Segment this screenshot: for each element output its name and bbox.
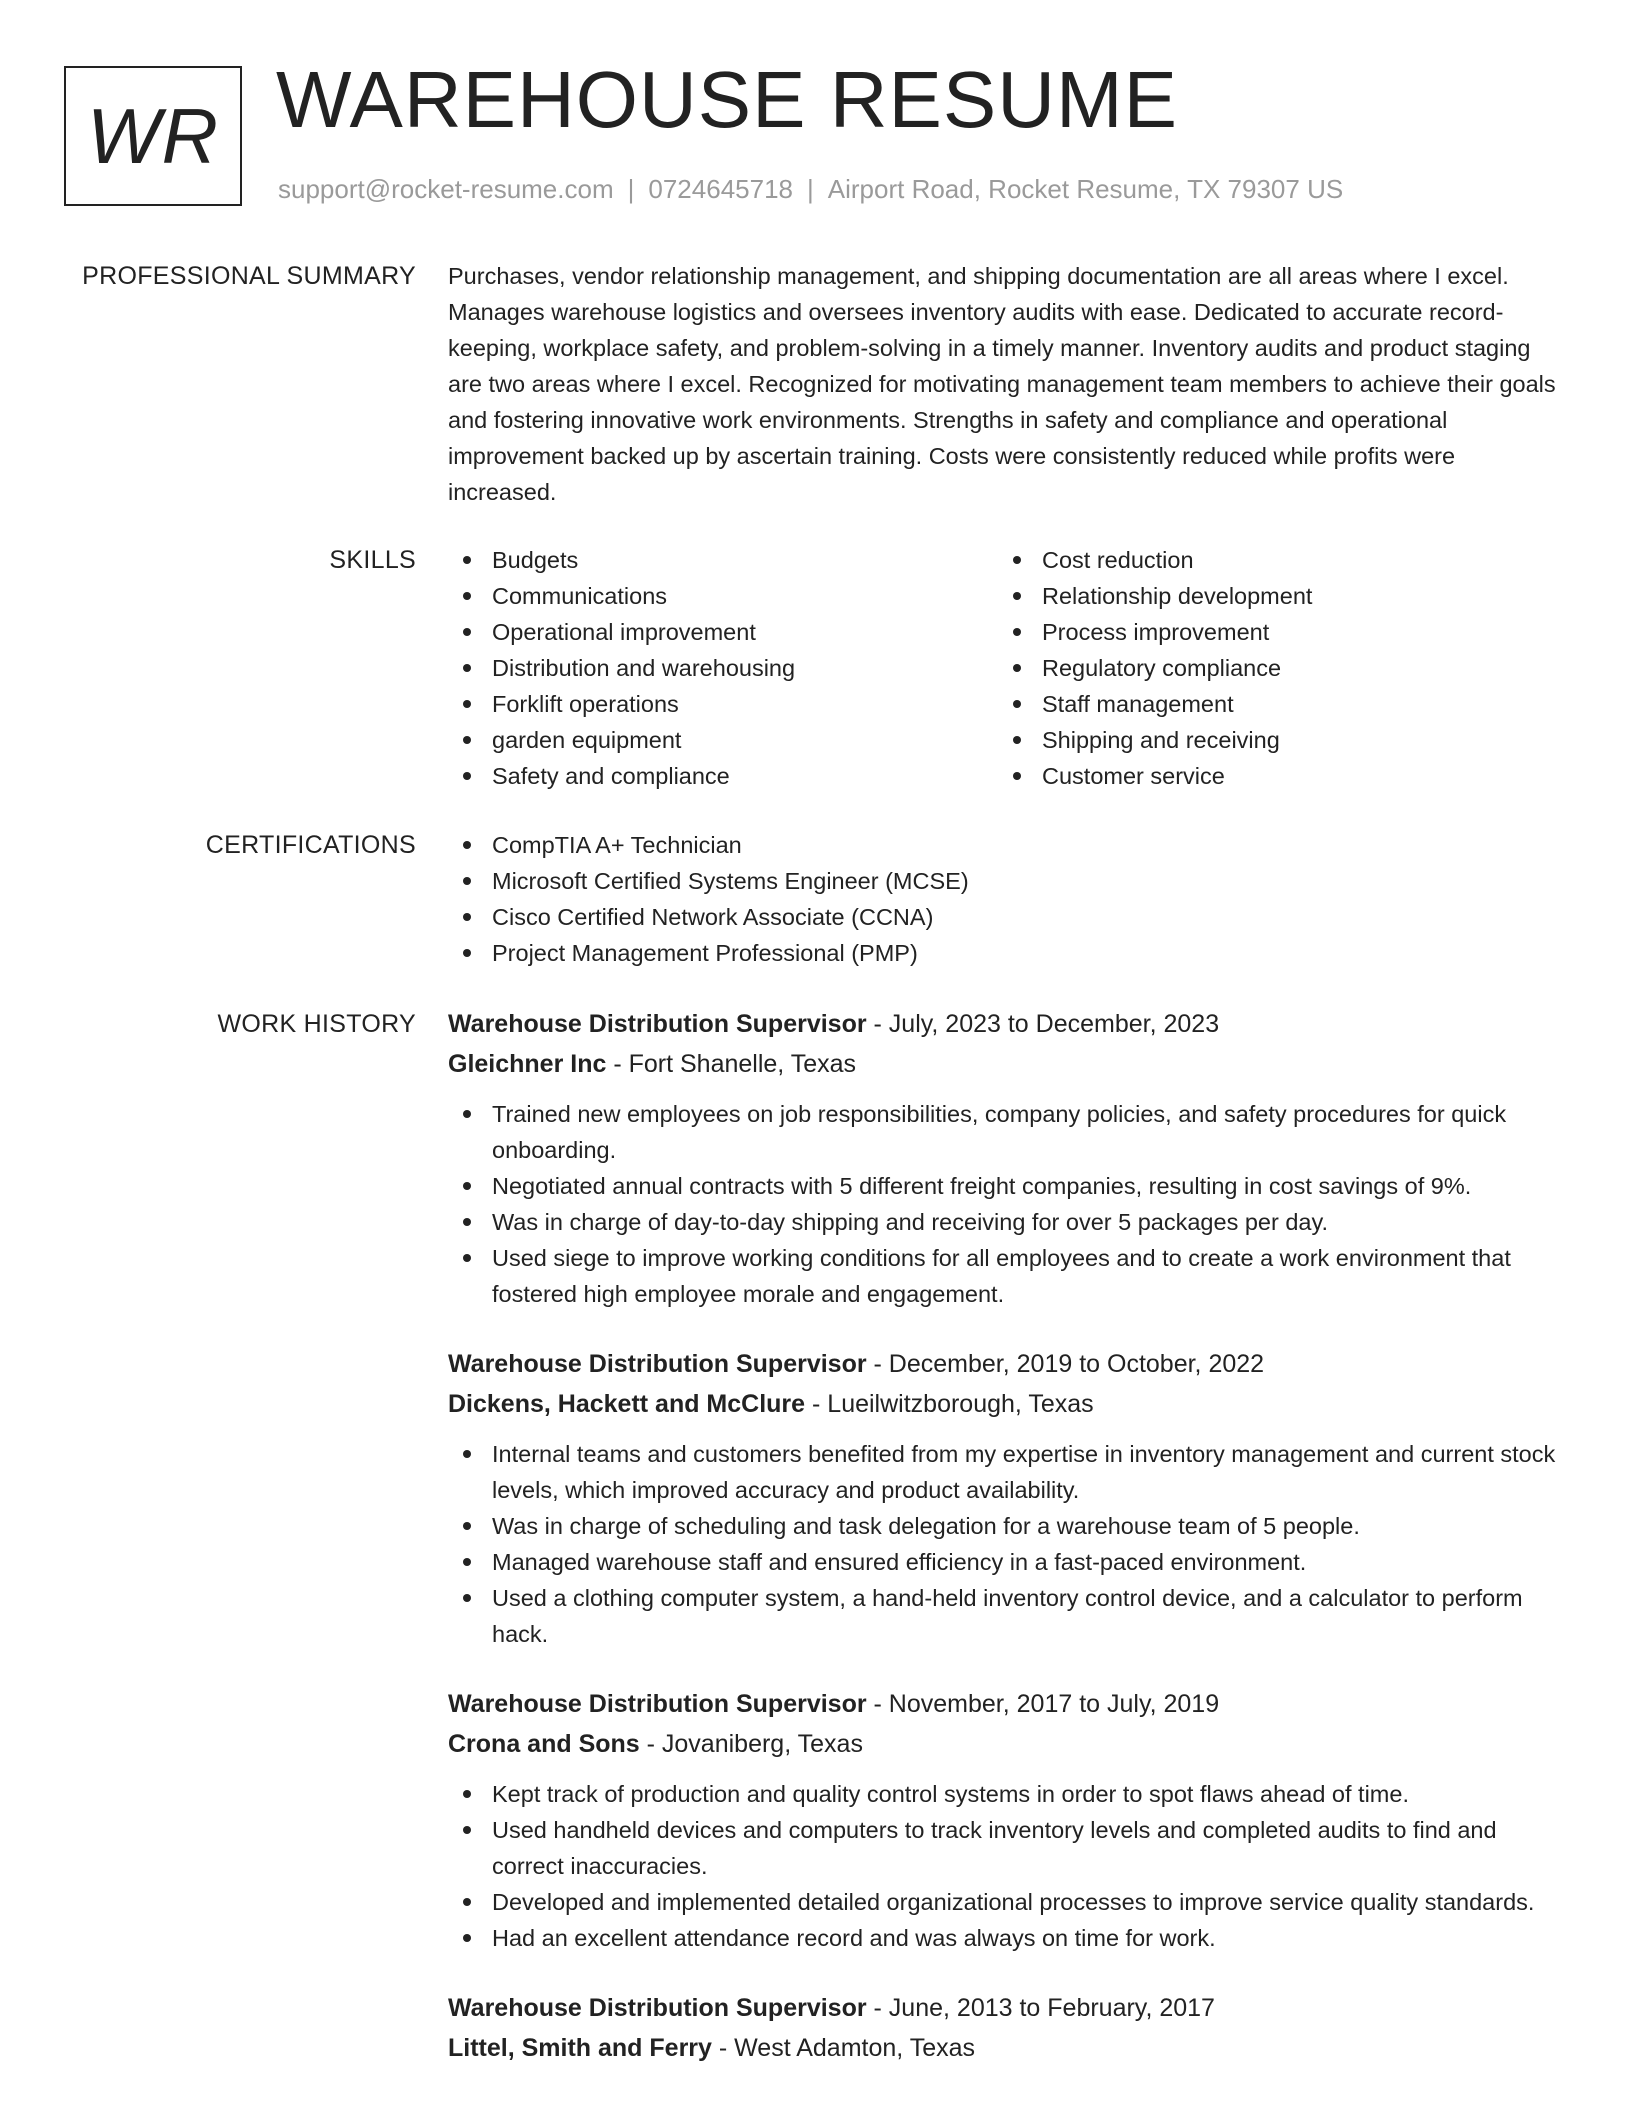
job-location: - West Adamton, Texas — [711, 2034, 976, 2062]
job-bullets — [448, 1776, 1564, 1956]
summary-text: Purchases, vendor relationship management, and shipping documentation are all areas where I excel. Manages warehouse logistics and oversees inventory audits with ease. Dedicated to accurate record-keeping, workplace safety, and problem-solving in a timely manner. Inventory audits and product staging are two areas where I excel. Recognized for motivating management team members to achieve their goals and fostering innovative work environments. Strengths in safety and compliance and operational improvement backed up by ascertain training. Costs were consistently reduced while profits were increased. — [448, 263, 1556, 505]
contact-separator: | — [807, 174, 814, 204]
job-company: Littel, Smith and Ferry — [448, 2034, 712, 2062]
job-bullets — [448, 1096, 1564, 1312]
job-entry — [448, 1684, 1564, 1956]
summary-label: PROFESSIONAL SUMMARY — [82, 262, 416, 290]
skill-item: Customer service — [998, 758, 1548, 794]
work-history-body — [448, 1004, 1564, 2100]
skill-item: Operational improvement — [448, 614, 998, 650]
contact-email: support@rocket-resume.com — [278, 174, 614, 204]
job-title-line — [448, 1004, 1564, 1044]
job-bullet: Kept track of production and quality control systems in order to spot flaws ahead of time. — [448, 1776, 1564, 1812]
job-bullet: Developed and implemented detailed organizational processes to improve service quality standards. — [448, 1884, 1564, 1920]
contact-line — [278, 174, 1343, 205]
skill-item: Safety and compliance — [448, 758, 998, 794]
job-entry — [448, 1344, 1564, 1652]
job-company: Gleichner Inc — [448, 1050, 607, 1078]
job-bullet: Had an excellent attendance record and was always on time for work. — [448, 1920, 1564, 1956]
job-dates: - July, 2023 to December, 2023 — [866, 1010, 1220, 1038]
certifications-body — [448, 827, 1564, 971]
job-company-line — [448, 1384, 1564, 1424]
job-bullet: Negotiated annual contracts with 5 different freight companies, resulting in cost savings of 9%. — [448, 1168, 1564, 1204]
summary-body — [448, 258, 1564, 510]
job-company-line — [448, 1724, 1564, 1764]
skills-list-left — [448, 542, 998, 794]
certification-item: Cisco Certified Network Associate (CCNA) — [448, 899, 1564, 935]
skill-item: Forklift operations — [448, 686, 998, 722]
monogram-logo: WR — [64, 66, 242, 206]
job-bullet: Was in charge of day-to-day shipping and receiving for over 5 packages per day. — [448, 1204, 1564, 1240]
job-dates: - November, 2017 to July, 2019 — [866, 1690, 1220, 1718]
skill-item: Shipping and receiving — [998, 722, 1548, 758]
job-title-line — [448, 1344, 1564, 1384]
skills-label: SKILLS — [329, 546, 416, 574]
skills-grid — [448, 542, 1564, 794]
job-bullet: Trained new employees on job responsibilities, company policies, and safety procedures for quick onboarding. — [448, 1096, 1564, 1168]
skill-item: garden equipment — [448, 722, 998, 758]
work-history-label: WORK HISTORY — [217, 1010, 416, 1038]
contact-phone: 0724645718 — [648, 174, 793, 204]
job-entry — [448, 1004, 1564, 1312]
skill-item: Communications — [448, 578, 998, 614]
certification-item: Microsoft Certified Systems Engineer (MCSE) — [448, 863, 1564, 899]
job-bullet: Internal teams and customers benefited from my expertise in inventory management and current stock levels, which improved accuracy and product availability. — [448, 1436, 1564, 1508]
job-dates: - December, 2019 to October, 2022 — [866, 1350, 1265, 1378]
job-bullet: Used a clothing computer system, a hand-held inventory control device, and a calculator to perform hack. — [448, 1580, 1564, 1652]
skill-item: Distribution and warehousing — [448, 650, 998, 686]
job-company-line — [448, 1044, 1564, 1084]
certifications-label: CERTIFICATIONS — [205, 831, 416, 859]
job-dates: - June, 2013 to February, 2017 — [866, 1994, 1215, 2022]
job-location: - Jovaniberg, Texas — [639, 1730, 863, 1758]
certifications-list — [448, 827, 1564, 971]
skill-item: Budgets — [448, 542, 998, 578]
job-title: Warehouse Distribution Supervisor — [448, 1994, 867, 2022]
certification-item: CompTIA A+ Technician — [448, 827, 1564, 863]
job-company: Crona and Sons — [448, 1730, 640, 1758]
job-bullet: Used siege to improve working conditions for all employees and to create a work environment that fostered high employee morale and engagement. — [448, 1240, 1564, 1312]
job-title-line — [448, 1988, 1564, 2028]
skills-list-right — [998, 542, 1548, 794]
job-title-line — [448, 1684, 1564, 1724]
job-bullet: Managed warehouse staff and ensured efficiency in a fast-paced environment. — [448, 1544, 1564, 1580]
job-company: Dickens, Hackett and McClure — [448, 1390, 806, 1418]
job-location: - Lueilwitzborough, Texas — [805, 1390, 1094, 1418]
job-title: Warehouse Distribution Supervisor — [448, 1010, 867, 1038]
certification-item: Project Management Professional (PMP) — [448, 935, 1564, 971]
job-entry — [448, 1988, 1564, 2068]
job-bullet: Used handheld devices and computers to track inventory levels and completed audits to find and correct inaccuracies. — [448, 1812, 1564, 1884]
skill-item: Regulatory compliance — [998, 650, 1548, 686]
job-location: - Fort Shanelle, Texas — [606, 1050, 857, 1078]
job-bullet: Was in charge of scheduling and task delegation for a warehouse team of 5 people. — [448, 1508, 1564, 1544]
contact-separator: | — [627, 174, 635, 204]
contact-address: Airport Road, Rocket Resume, TX 79307 US — [827, 174, 1344, 204]
resume-title: WAREHOUSE RESUME — [276, 55, 1179, 144]
skill-item: Staff management — [998, 686, 1548, 722]
job-company-line — [448, 2028, 1564, 2068]
skill-item: Cost reduction — [998, 542, 1548, 578]
skill-item: Process improvement — [998, 614, 1548, 650]
skill-item: Relationship development — [998, 578, 1548, 614]
job-title: Warehouse Distribution Supervisor — [448, 1690, 867, 1718]
job-bullets — [448, 1436, 1564, 1652]
job-title: Warehouse Distribution Supervisor — [448, 1350, 867, 1378]
